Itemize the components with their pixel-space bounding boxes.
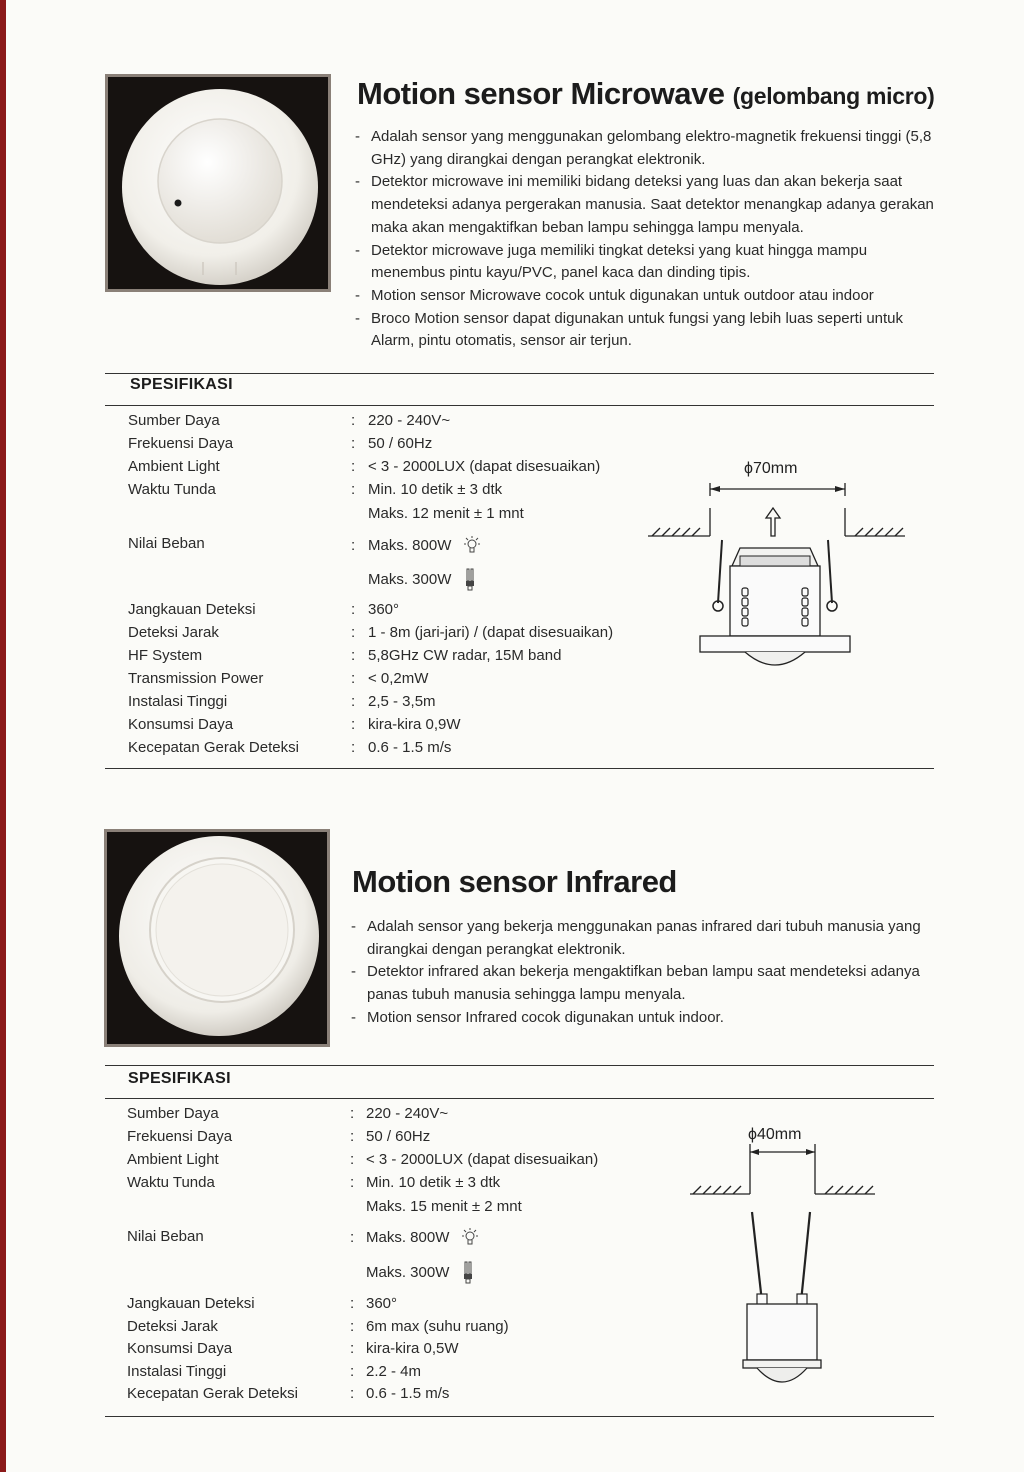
infrared-diameter-label: ϕ40mm bbox=[748, 1126, 802, 1143]
description-item: - Broco Motion sensor dapat digunakan untuk fungsi yang lebih luas seperti untuk Alarm, pintu otomatis, sensor air terjun. bbox=[355, 308, 937, 353]
microwave-title-sub: (gelombang micro) bbox=[732, 83, 935, 109]
spec-value: Maks. 800W bbox=[368, 537, 452, 554]
spec-label: Nilai Beban bbox=[128, 535, 205, 552]
spec-heading: SPESIFIKASI bbox=[130, 376, 233, 393]
spec-label: Frekuensi Daya bbox=[127, 1128, 233, 1145]
infrared-title: Motion sensor Infrared bbox=[352, 864, 677, 899]
spec-value-secondary: Maks. 300W bbox=[368, 570, 452, 588]
spec-heading: SPESIFIKASI bbox=[128, 1070, 231, 1087]
spec-value: Maks. 800W bbox=[366, 1229, 450, 1246]
fluorescent-bulb-icon bbox=[462, 1261, 474, 1285]
spec-value: 220 - 240V~ bbox=[366, 1105, 449, 1122]
description-item: - Detektor microwave ini memiliki bidang deteksi yang luas dan akan bekerja saat mendeteksi adanya pergerakan manusia. Saat detektor menangkap adanya gerakan maka akan mengaktifkan beban lampu sehingga lampu menyala. bbox=[355, 171, 937, 239]
spec-label: Deteksi Jarak bbox=[127, 1318, 218, 1335]
spec-value: < 3 - 2000LUX (dapat disesuaikan) bbox=[366, 1151, 599, 1168]
infrared-sensor-photo bbox=[104, 829, 330, 1047]
spec-value: 50 / 60Hz bbox=[368, 435, 433, 452]
spec-value: 2.2 - 4m bbox=[366, 1363, 422, 1380]
description-item: - Motion sensor Infrared cocok digunakan untuk indoor. bbox=[351, 1007, 941, 1030]
microwave-sensor-photo bbox=[105, 74, 331, 292]
spec-value: Min. 10 detik ± 3 dtk bbox=[368, 481, 503, 498]
divider bbox=[105, 373, 934, 374]
spec-value: 220 - 240V~ bbox=[368, 412, 451, 429]
spec-value: kira-kira 0,9W bbox=[368, 716, 461, 733]
spec-label: Ambient Light bbox=[128, 458, 220, 475]
infrared-description bbox=[351, 916, 941, 1030]
microwave-installation-diagram bbox=[640, 478, 915, 678]
spec-value-secondary: Maks. 12 menit ± 1 mnt bbox=[368, 505, 524, 522]
divider bbox=[105, 1416, 934, 1417]
spec-label: HF System bbox=[128, 647, 203, 664]
spec-value: 360° bbox=[368, 601, 400, 618]
description-item: - Motion sensor Microwave cocok untuk digunakan untuk outdoor atau indoor bbox=[355, 285, 937, 308]
divider bbox=[105, 1065, 934, 1066]
spec-value: < 3 - 2000LUX (dapat disesuaikan) bbox=[368, 458, 601, 475]
divider bbox=[105, 768, 934, 769]
spec-label: Waktu Tunda bbox=[128, 481, 216, 498]
spec-value: 360° bbox=[366, 1295, 398, 1312]
spec-value-secondary: Maks. 300W bbox=[366, 1263, 450, 1281]
divider bbox=[105, 405, 934, 406]
microwave-title bbox=[357, 76, 935, 112]
spec-label: Ambient Light bbox=[127, 1151, 219, 1168]
page-edge-strip bbox=[0, 0, 6, 1472]
spec-label: Waktu Tunda bbox=[127, 1174, 215, 1191]
fluorescent-bulb-icon bbox=[464, 568, 476, 592]
spec-label: Deteksi Jarak bbox=[128, 624, 219, 641]
spec-label: Konsumsi Daya bbox=[128, 716, 234, 733]
spec-label: Jangkauan Deteksi bbox=[127, 1295, 255, 1312]
divider bbox=[105, 1098, 934, 1099]
microwave-diameter-label: ϕ70mm bbox=[744, 460, 798, 477]
spec-label: Kecepatan Gerak Deteksi bbox=[128, 739, 299, 756]
spec-value: 5,8GHz CW radar, 15M band bbox=[368, 647, 562, 664]
spec-label: Jangkauan Deteksi bbox=[128, 601, 256, 618]
spec-label: Sumber Daya bbox=[127, 1105, 219, 1122]
description-item: - Adalah sensor yang bekerja menggunakan panas infrared dari tubuh manusia yang dirangkai dengan perangkat elektronik. bbox=[351, 916, 941, 961]
spec-value: 0.6 - 1.5 m/s bbox=[368, 739, 452, 756]
microwave-description bbox=[355, 126, 937, 353]
spec-value: 0.6 - 1.5 m/s bbox=[366, 1385, 450, 1402]
spec-value: Min. 10 detik ± 3 dtk bbox=[366, 1174, 501, 1191]
spec-label: Instalasi Tinggi bbox=[128, 693, 228, 710]
spec-value: 2,5 - 3,5m bbox=[368, 693, 436, 710]
description-item: - Adalah sensor yang menggunakan gelombang elektro-magnetik frekuensi tinggi (5,8 GHz) yang dirangkai dengan perangkat elektronik. bbox=[355, 126, 937, 171]
spec-value: 50 / 60Hz bbox=[366, 1128, 431, 1145]
incandescent-bulb-icon bbox=[464, 536, 480, 556]
spec-label: Instalasi Tinggi bbox=[127, 1363, 227, 1380]
description-item: - Detektor microwave juga memiliki tingkat deteksi yang kuat hingga mampu menembus pintu kayu/PVC, panel kaca dan dinding tipis. bbox=[355, 240, 937, 285]
spec-label: Transmission Power bbox=[128, 670, 264, 687]
infrared-installation-diagram bbox=[685, 1144, 885, 1394]
spec-label: Sumber Daya bbox=[128, 412, 220, 429]
description-item: - Detektor infrared akan bekerja mengaktifkan beban lampu saat mendeteksi adanya panas tubuh manusia sehingga lampu menyala. bbox=[351, 961, 941, 1006]
microwave-title-main: Motion sensor Microwave bbox=[357, 76, 725, 111]
spec-label: Kecepatan Gerak Deteksi bbox=[127, 1385, 298, 1402]
spec-label: Konsumsi Daya bbox=[127, 1340, 233, 1357]
incandescent-bulb-icon bbox=[462, 1228, 478, 1248]
spec-value-secondary: Maks. 15 menit ± 2 mnt bbox=[366, 1198, 522, 1215]
spec-value: 1 - 8m (jari-jari) / (dapat disesuaikan) bbox=[368, 624, 614, 641]
spec-label: Frekuensi Daya bbox=[128, 435, 234, 452]
spec-value: 6m max (suhu ruang) bbox=[366, 1318, 509, 1335]
spec-value: < 0,2mW bbox=[368, 670, 429, 687]
spec-value: kira-kira 0,5W bbox=[366, 1340, 459, 1357]
spec-label: Nilai Beban bbox=[127, 1228, 204, 1245]
